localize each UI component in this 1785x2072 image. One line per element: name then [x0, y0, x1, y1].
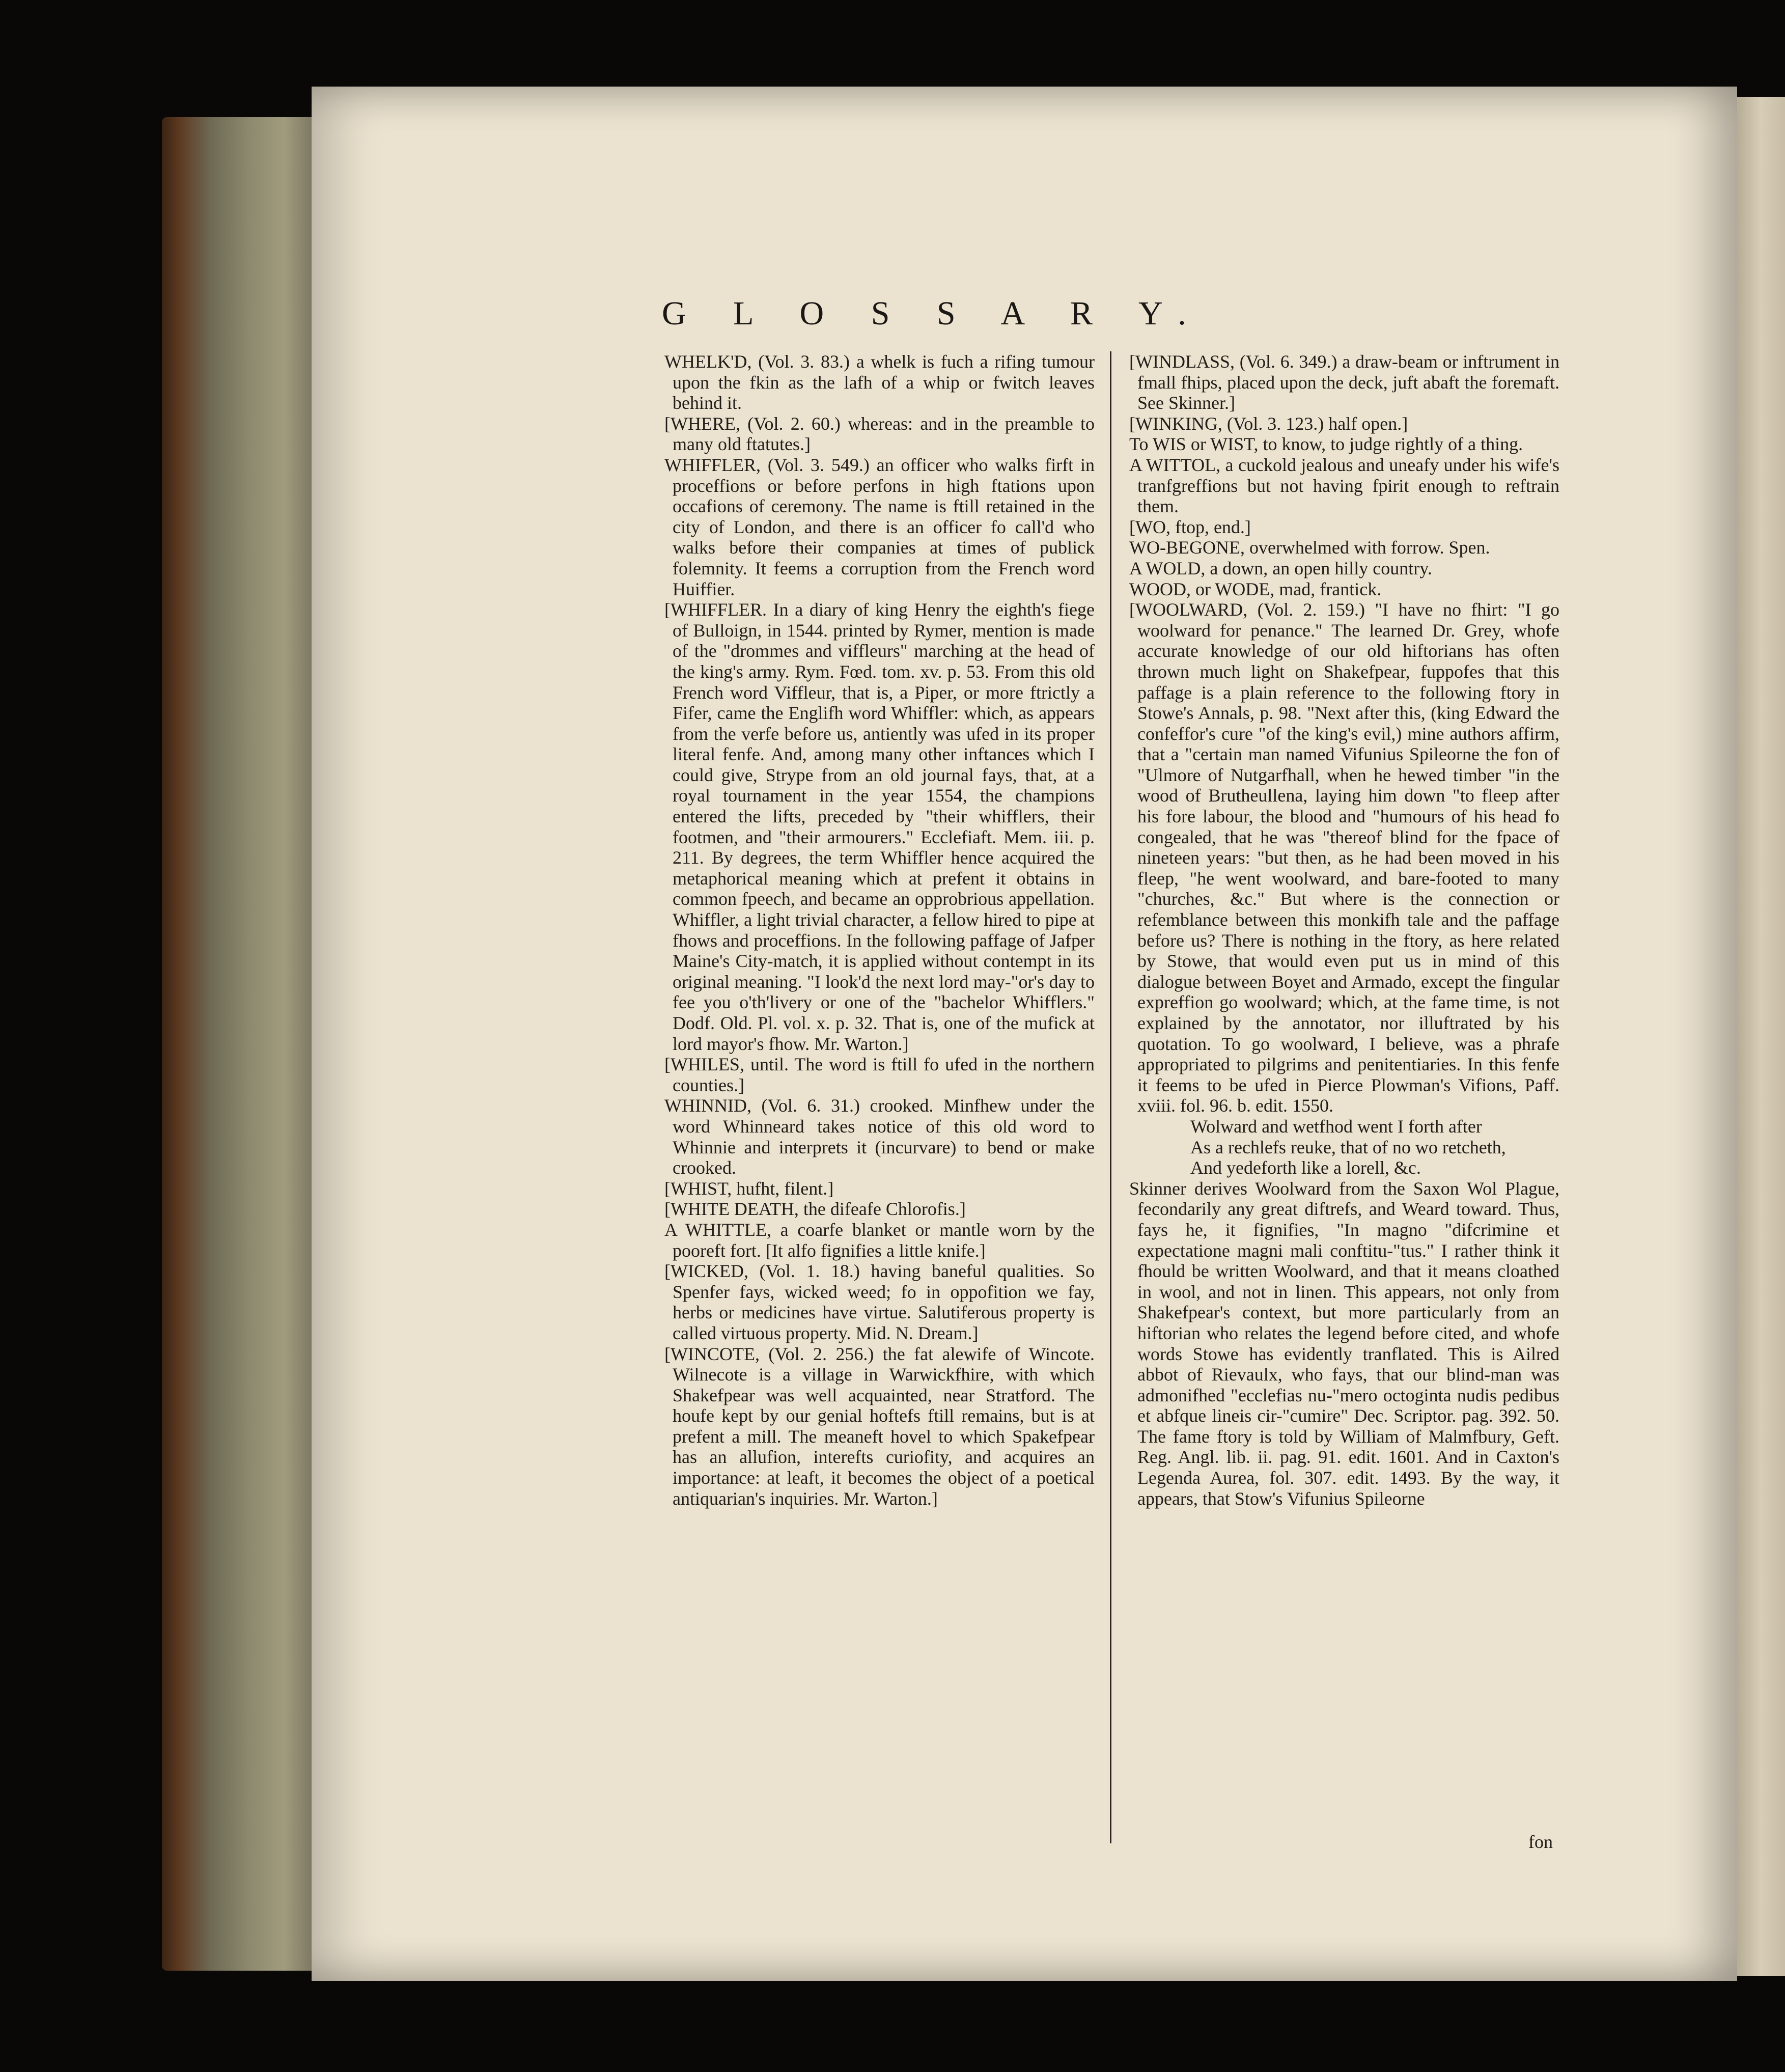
glossary-entry: [WHERE, (Vol. 2. 60.) whereas: and in the preamble to many old ftatutes.]: [664, 413, 1095, 455]
glossary-entry: WHINNID, (Vol. 6. 31.) crooked. Minfhew under the word Whinneard takes notice of this old word to Whinnie and interprets it (incurvare) to bend or make crooked.: [664, 1095, 1095, 1178]
right-column: [1129, 351, 1559, 1509]
verse-line: As a rechlefs reuke, that of no wo retcheth,: [1190, 1137, 1506, 1157]
glossary-entry: [WHITE DEATH, the difeafe Chlorofis.]: [664, 1199, 966, 1220]
verse-line: And yedeforth like a lorell, &c.: [1190, 1157, 1421, 1178]
glossary-entry: WO-BEGONE, overwhelmed with forrow. Spen.: [1129, 537, 1490, 558]
glossary-entry: WHELK'D, (Vol. 3. 83.) a whelk is fuch a rifing tumour upon the fkin as the lafh of a whip or fwitch leaves behind it.: [664, 351, 1095, 413]
catchword: fon: [1528, 1832, 1553, 1852]
glossary-entry: WHIFFLER, (Vol. 3. 549.) an officer who walks firft in proceffions or before perfons in high ftations upon occafions of ceremony. The name is ftill retained in the city of London, and there is an officer fo call'd who walks before their companies at times of publick folemnity. It feems a corruption from the French word Huiffier.: [664, 454, 1095, 599]
facing-page-edge: [1736, 97, 1785, 1976]
column-divider: [1110, 351, 1111, 1843]
left-column: [664, 351, 1095, 1509]
glossary-entry: [WINCOTE, (Vol. 2. 256.) the fat alewife of Wincote. Wilnecote is a village in Warwickfhire, with which Shakefpear was well acquainted, near Stratford. The houfe kept by our genial hoftefs ftill remains, but is at prefent a mill. The meaneft hovel to which Spakefpear has an allufion, interefts curiofity, and acquires an importance: at leaft, it becomes the object of a poetical antiquarian's inquiries. Mr. Warton.]: [664, 1343, 1095, 1509]
glossary-entry: A WITTOL, a cuckold jealous and uneafy under his wife's tranfgreffions but not having fpirit enough to reftrain them.: [1129, 454, 1559, 517]
verse-line: Wolward and wetfhod went I forth after: [1190, 1116, 1482, 1137]
glossary-entry: A WHITTLE, a coarfe blanket or mantle worn by the pooreft fort. [It alfo fignifies a little knife.]: [664, 1219, 1095, 1261]
glossary-entry: [WHIST, hufht, filent.]: [664, 1178, 834, 1199]
glossary-entry: Skinner derives Woolward from the Saxon Wol Plague, fecondarily any great diftrefs, and Weard toward. Thus, fays he, it fignifies, "In magno "difcrimine et expectatione magni mali conftitu-"tus." I rather think it fhould be written Woolward, and that it means cloathed in wool, and not in linen. This appears, not only from Shakefpear's context, but more particularly from an hiftorian who relates the legend before cited, and whofe words Stowe has evidently tranflated. This is Ailred abbot of Rievaulx, who fays, that our blind-man was admonifhed "ecclefias nu-"mero octoginta nudis pedibus et abfque lineis cir-"cumire" Dec. Scriptor. pag. 392. 50. The fame ftory is told by William of Malmfbury, Geft. Reg. Angl. lib. ii. pag. 91. edit. 1601. And in Caxton's Legenda Aurea, fol. 307. edit. 1493. By the way, it appears, that Stow's Vifunius Spileorne: [1129, 1178, 1559, 1509]
glossary-entry: [WOOLWARD, (Vol. 2. 159.) "I have no fhirt: "I go woolward for penance." The learned Dr. Grey, whofe accurate knowledge of our old hiftorians has often thrown much light on Shakefpear, fuppofes that this paffage is a plain reference to the following ftory in Stowe's Annals, p. 98. "Next after this, (king Edward the confeffor's cure "of the king's evil,) mine authors affirm, that a "certain man named Vifunius Spileorne the fon of "Ulmore of Nutgarfhall, when he hewed timber "in the wood of Brutheullena, laying him down "to fleep after his fore labour, the blood and "humours of his head fo congealed, that he was "thereof blind for the fpace of nineteen years: "but then, as he had been moved in his fleep, "he went woolward, and bare-footed to many "churches, &c." But where is the connection or refemblance between this monkifh tale and the paffage before us? There is nothing in the ftory, as here related by Stowe, that would even put us in mind of this dialogue between Boyet and Armado, except the fingular expreffion go woolward; which, at the fame time, is not explained by the annotator, nor illuftrated by his quotation. To go woolward, I believe, was a phrafe appropriated to pilgrims and penitentiaries. In this fenfe it feems to be ufed in Pierce Plowman's Vifions, Paff. xviii. fol. 96. b. edit. 1550.: [1129, 599, 1559, 1116]
glossary-entry: [WHILES, until. The word is ftill fo ufed in the northern counties.]: [664, 1054, 1095, 1095]
glossary-entry: To WIS or WIST, to know, to judge rightly of a thing.: [1129, 434, 1523, 455]
glossary-entry: A WOLD, a down, an open hilly country.: [1129, 558, 1432, 578]
glossary-entry: [WINKING, (Vol. 3. 123.) half open.]: [1129, 413, 1408, 434]
glossary-entry: [WHIFFLER. In a diary of king Henry the eighth's fiege of Bulloign, in 1544. printed by Rymer, mention is made of the "drommes and viffleurs" marching at the head of the king's army. Rym. Fœd. tom. xv. p. 53. From this old French word Viffleur, that is, a Piper, or more ftrictly a Fifer, came the Englifh word Whiffler: which, as appears from the verfe before us, antiently was ufed in its proper literal fenfe. And, among many other inftances which I could give, Strype from an old journal fays, that, at a royal tournament in the year 1554, the champions entered the lifts, preceded by "their whifflers, their footmen, and "their armourers." Ecclefiaft. Mem. iii. p. 211. By degrees, the term Whiffler hence acquired the metaphorical meaning which at prefent it obtains in common fpeech, and became an opprobrious appellation. Whiffler, a light trivial character, a fellow hired to pipe at fhows and proceffions. In the following paffage of Jafper Maine's City-match, it is applied without contempt in its original meaning. "I look'd the next lord may-"or's day to fee you o'th'livery or one of the "bachelor Whifflers." Dodf. Old. Pl. vol. x. p. 32. That is, one of the mufick at lord mayor's fhow. Mr. Warton.]: [664, 599, 1095, 1054]
glossary-entry: [WINDLASS, (Vol. 6. 349.) a draw-beam or inftrument in fmall fhips, placed upon the deck, juft abaft the foremaft. See Skinner.]: [1129, 351, 1559, 413]
glossary-entry: [WICKED, (Vol. 1. 18.) having baneful qualities. So Spenfer fays, wicked weed; fo in oppofition we fay, herbs or medicines have virtue. Salutiferous property is called virtuous property. Mid. N. Dream.]: [664, 1261, 1095, 1343]
book-page-edges: [162, 117, 315, 1971]
glossary-entry: WOOD, or WODE, mad, frantick.: [1129, 578, 1382, 599]
page-title: G L O S S A R Y.: [662, 295, 1206, 332]
glossary-entry: [WO, ftop, end.]: [1129, 516, 1251, 537]
